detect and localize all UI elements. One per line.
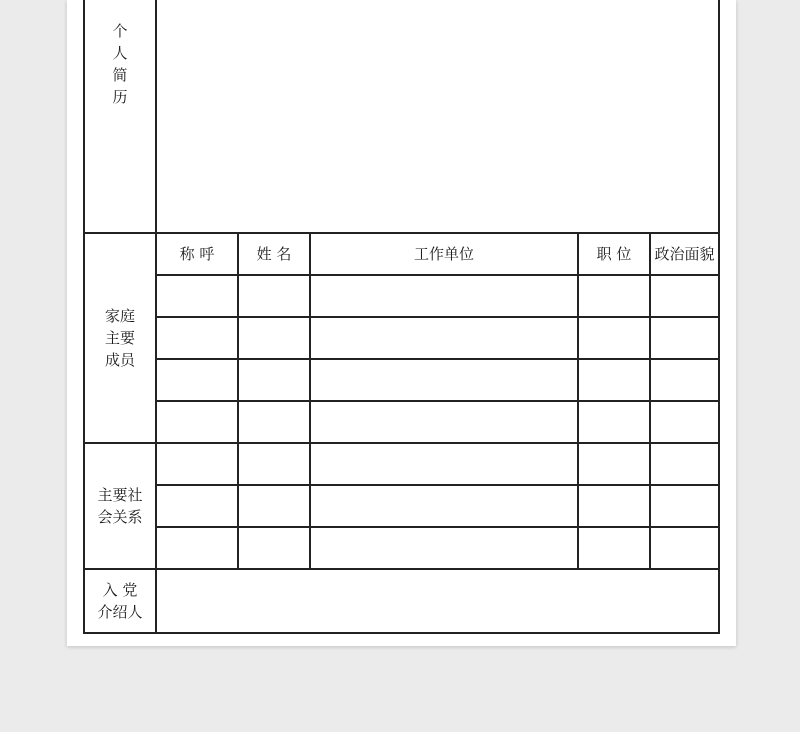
social-relation-row xyxy=(84,485,719,527)
social-cell[interactable] xyxy=(238,485,310,527)
family-cell[interactable] xyxy=(578,275,650,317)
social-relation-row xyxy=(84,443,719,485)
family-cell[interactable] xyxy=(238,359,310,401)
resume-label-char: 简 xyxy=(112,66,128,84)
column-header-name: 姓 名 xyxy=(238,233,310,275)
family-cell[interactable] xyxy=(156,359,238,401)
family-cell[interactable] xyxy=(578,359,650,401)
social-cell[interactable] xyxy=(238,443,310,485)
family-member-row xyxy=(84,317,719,359)
social-label-line: 会关系 xyxy=(97,508,143,526)
social-relations-label xyxy=(84,443,156,569)
social-cell[interactable] xyxy=(650,485,719,527)
family-members-label xyxy=(84,233,156,443)
party-introducer-field[interactable] xyxy=(156,569,719,633)
social-cell[interactable] xyxy=(578,443,650,485)
family-member-row xyxy=(84,359,719,401)
family-cell[interactable] xyxy=(310,359,578,401)
family-member-row xyxy=(84,275,719,317)
family-cell[interactable] xyxy=(650,317,719,359)
family-cell[interactable] xyxy=(578,317,650,359)
family-cell[interactable] xyxy=(156,401,238,443)
family-label-line: 主要 xyxy=(104,329,135,347)
introducer-label-line: 介绍人 xyxy=(97,603,143,621)
family-cell[interactable] xyxy=(156,317,238,359)
social-cell[interactable] xyxy=(310,527,578,569)
family-cell[interactable] xyxy=(310,401,578,443)
family-cell[interactable] xyxy=(650,275,719,317)
column-header-political-status: 政治面貌 xyxy=(650,233,719,275)
social-label-line: 主要社 xyxy=(97,486,143,504)
social-cell[interactable] xyxy=(156,527,238,569)
resume-label-char: 人 xyxy=(112,44,128,62)
resume-field[interactable] xyxy=(156,0,719,233)
social-cell[interactable] xyxy=(578,485,650,527)
social-cell[interactable] xyxy=(156,485,238,527)
family-cell[interactable] xyxy=(650,359,719,401)
social-cell[interactable] xyxy=(578,527,650,569)
social-cell[interactable] xyxy=(156,443,238,485)
social-cell[interactable] xyxy=(650,527,719,569)
column-header-position: 职 位 xyxy=(578,233,650,275)
family-cell[interactable] xyxy=(238,275,310,317)
family-cell[interactable] xyxy=(310,275,578,317)
social-relation-row xyxy=(84,527,719,569)
social-cell[interactable] xyxy=(650,443,719,485)
social-cell[interactable] xyxy=(310,443,578,485)
family-cell[interactable] xyxy=(156,275,238,317)
column-header-workplace: 工作单位 xyxy=(310,233,578,275)
family-label-line: 家庭 xyxy=(104,307,135,325)
family-cell[interactable] xyxy=(650,401,719,443)
resume-label-char: 个 xyxy=(112,22,128,40)
social-cell[interactable] xyxy=(310,485,578,527)
party-introducer-label xyxy=(84,569,156,633)
family-cell[interactable] xyxy=(238,317,310,359)
family-cell[interactable] xyxy=(238,401,310,443)
family-label-line: 成员 xyxy=(104,351,135,369)
family-cell[interactable] xyxy=(578,401,650,443)
family-cell[interactable] xyxy=(310,317,578,359)
resume-label xyxy=(84,0,156,233)
column-header-title: 称 呼 xyxy=(156,233,238,275)
introducer-label-line: 入 党 xyxy=(102,581,138,599)
family-member-row xyxy=(84,401,719,443)
resume-label-char: 历 xyxy=(112,88,128,106)
personal-info-form xyxy=(83,0,720,634)
social-cell[interactable] xyxy=(238,527,310,569)
